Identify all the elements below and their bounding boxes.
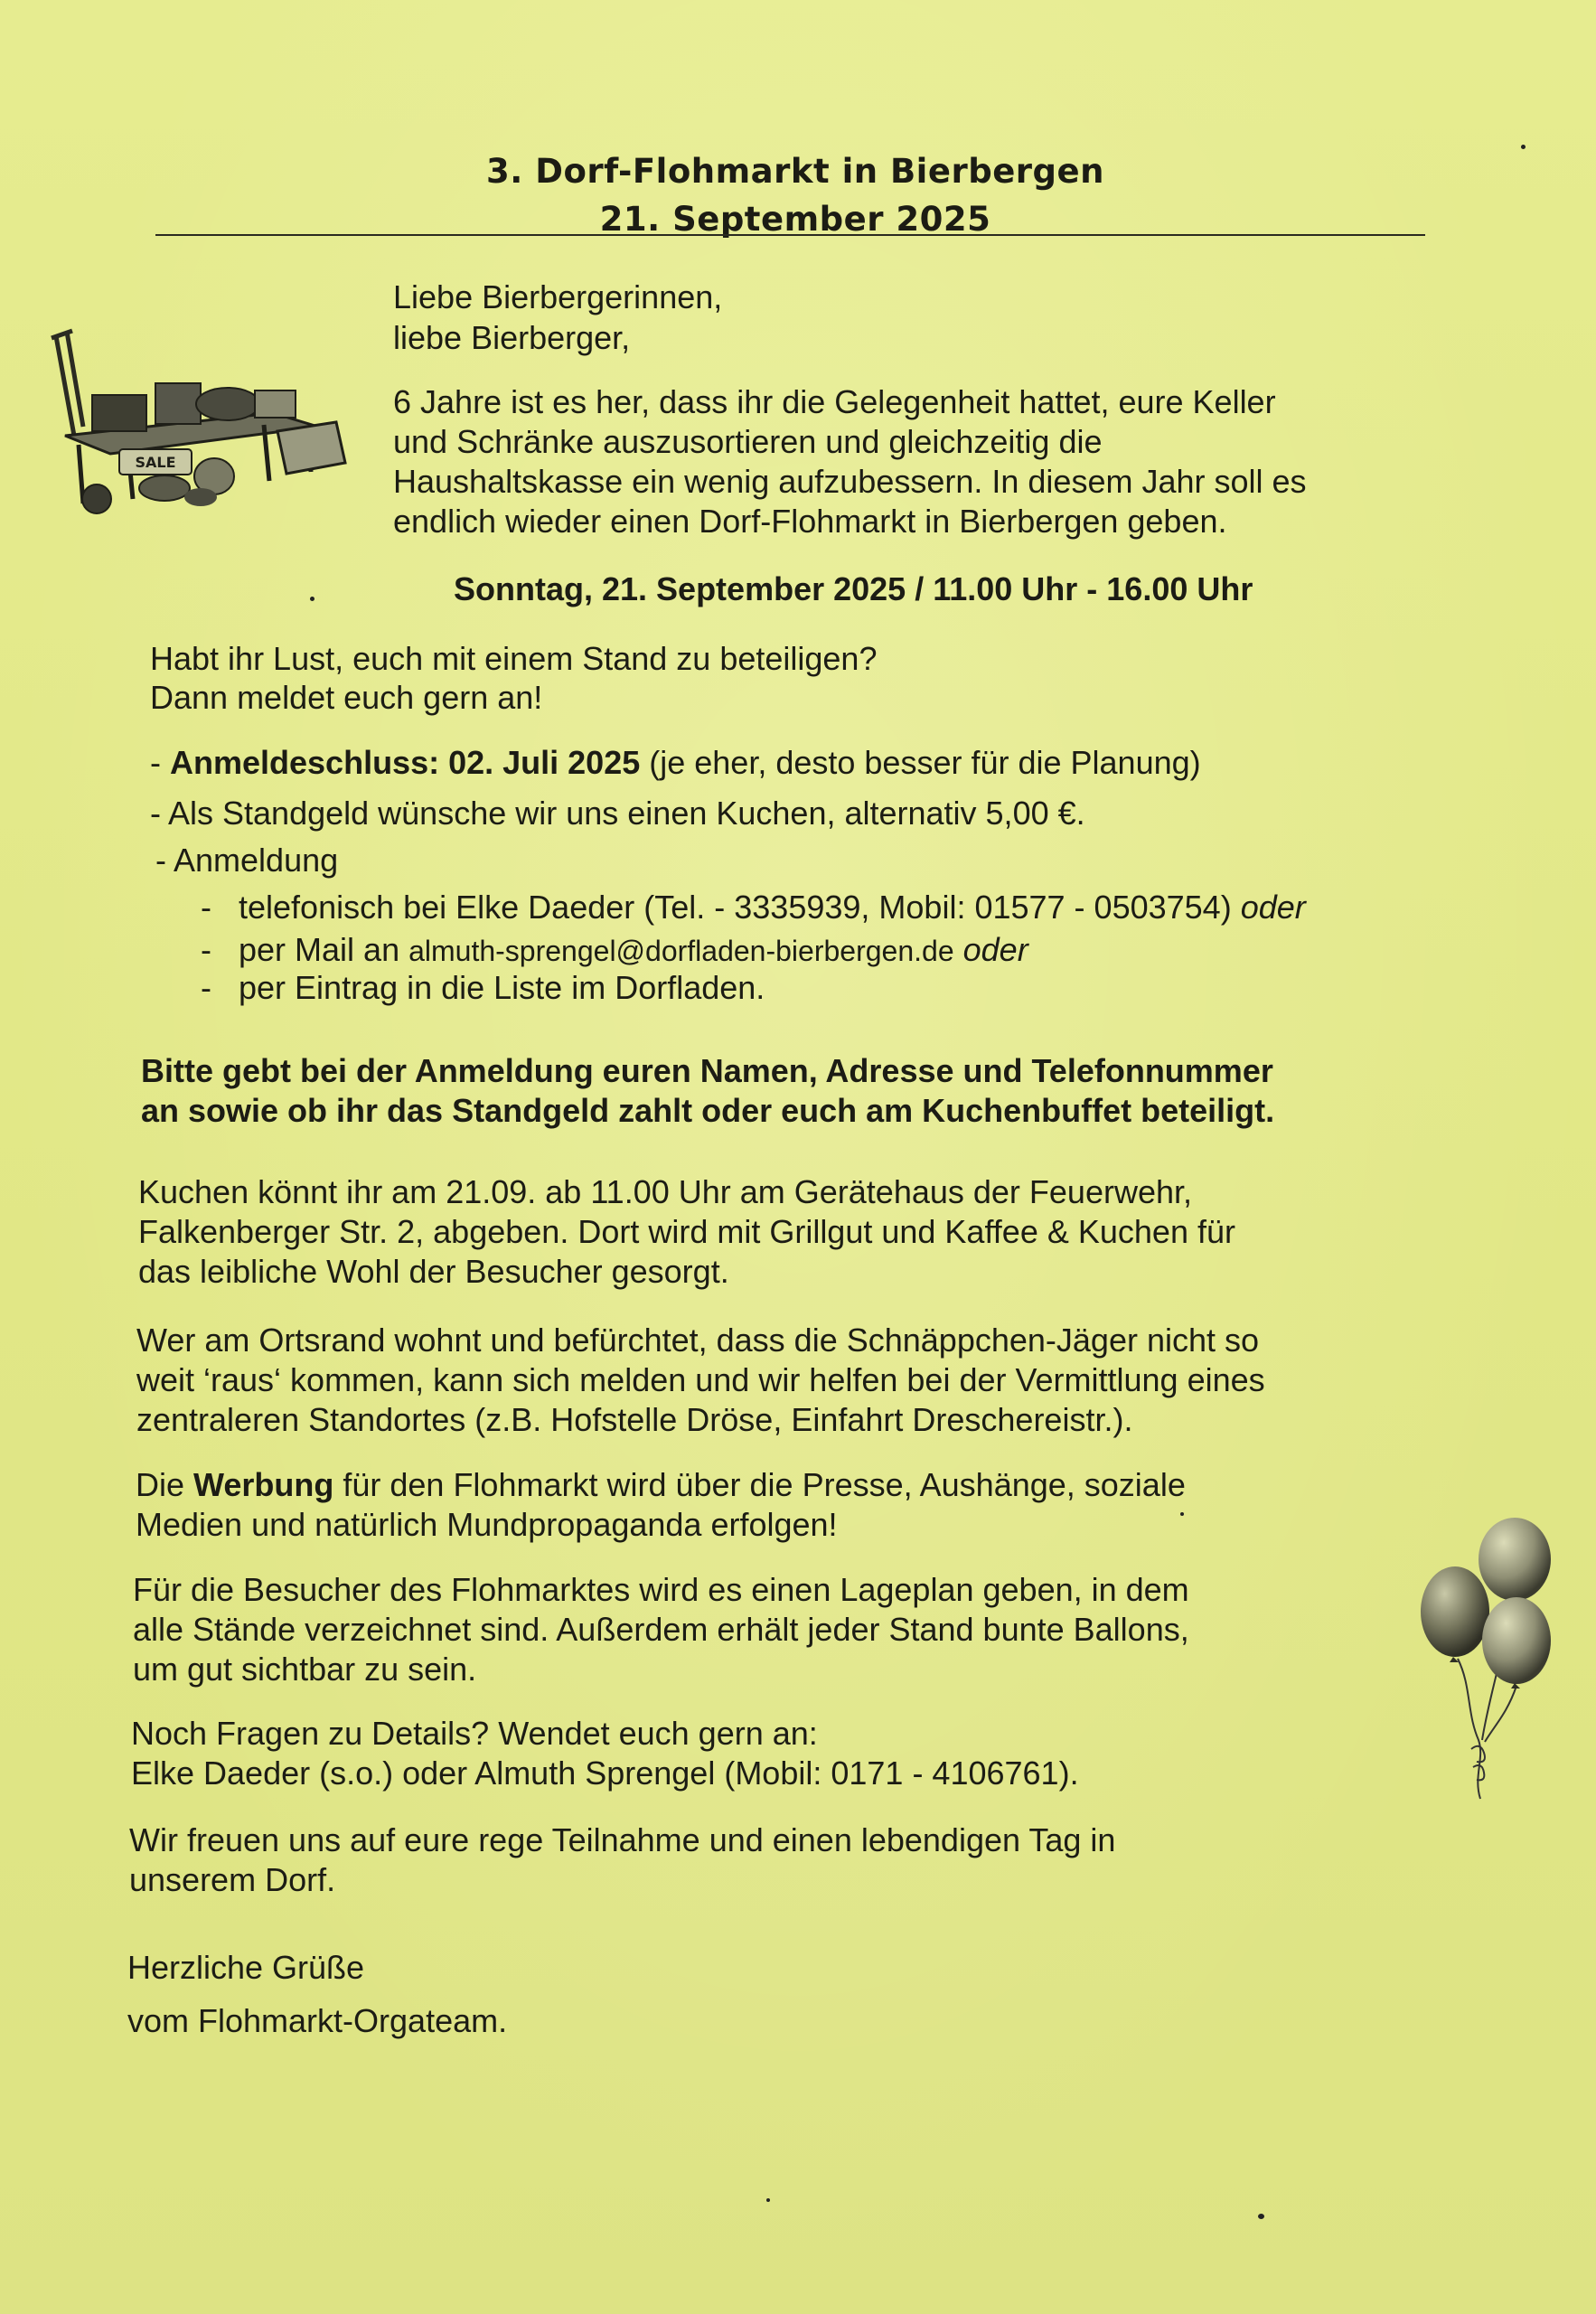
visitors-line-3: um gut sichtbar zu sein. [133, 1651, 477, 1688]
outskirts-line-3: zentraleren Standortes (z.B. Hofstelle Dröse, Einfahrt Dreschereistr.). [136, 1401, 1133, 1438]
email-address[interactable]: almuth-sprengel@dorfladen-bierbergen.de [408, 935, 954, 967]
paper-speck [766, 2198, 770, 2202]
fee-line: - Als Standgeld wünsche wir uns einen Kuchen, alternativ 5,00 €. [150, 795, 1085, 832]
visitors-line-2: alle Stände verzeichnet sind. Außerdem erhält jeder Stand bunte Ballons, [133, 1611, 1189, 1648]
title-underline [155, 234, 1425, 236]
title-line-1: 3. Dorf-Flohmarkt in Bierbergen [486, 152, 1104, 191]
option-suffix: oder [1240, 889, 1306, 926]
closing-line-2: unserem Dorf. [129, 1861, 336, 1898]
option-suffix: oder [962, 931, 1028, 968]
questions-line-2: Elke Daeder (s.o.) oder Almuth Sprengel (Mobil: 0171 - 4106761). [131, 1754, 1079, 1792]
deadline-line [150, 743, 1201, 783]
advertising-pre: Die [136, 1466, 194, 1503]
bullet-dash: - [201, 969, 239, 1006]
greeting-line-2: liebe Bierberger, [393, 319, 631, 356]
intro-line-3: Haushaltskasse ein wenig aufzubessern. In diesem Jahr soll es [393, 463, 1307, 500]
notice-line-2: an sowie ob ihr das Standgeld zahlt oder euch am Kuchenbuffet beteiligt. [141, 1092, 1275, 1129]
sale-label: SALE [135, 454, 176, 471]
signature-line-2: vom Flohmarkt-Orgateam. [127, 2002, 508, 2039]
option-text: telefonisch bei Elke Daeder (Tel. - 3335939, Mobil: 01577 - 0503754) [239, 889, 1241, 926]
registration-option-phone [201, 888, 1306, 927]
notice-line-1: Bitte gebt bei der Anmeldung euren Namen, Adresse und Telefonnummer [141, 1052, 1273, 1089]
registration-option-mail [201, 930, 1028, 971]
paper-speck [1258, 2214, 1264, 2219]
outskirts-line-1: Wer am Ortsrand wohnt und befürchtet, dass die Schnäppchen-Jäger nicht so [136, 1322, 1260, 1359]
paper-speck [1180, 1512, 1184, 1516]
questions-line-1: Noch Fragen zu Details? Wendet euch gern an: [131, 1715, 818, 1752]
intro-line-4: endlich wieder einen Dorf-Flohmarkt in Bierbergen geben. [393, 503, 1227, 540]
greeting-line-1: Liebe Bierbergerinnen, [393, 278, 723, 315]
deadline-bold: Anmeldeschluss: 02. Juli 2025 [170, 744, 641, 781]
signature-line-1: Herzliche Grüße [127, 1949, 365, 1986]
paper-speck [1521, 145, 1526, 149]
sale-table-icon [47, 327, 354, 522]
event-date: Sonntag, 21. September 2025 / 11.00 Uhr - 16.00 Uhr [454, 570, 1253, 607]
cake-line-1: Kuchen könnt ihr am 21.09. ab 11.00 Uhr am Gerätehaus der Feuerwehr, [138, 1173, 1193, 1210]
bullet-dash: - [201, 889, 239, 926]
option-text: per Mail an [239, 931, 409, 968]
advertising-bold: Werbung [193, 1466, 334, 1503]
advertising-line-2: Medien und natürlich Mundpropaganda erfolgen! [136, 1506, 838, 1543]
paper-speck [310, 597, 315, 601]
registration-option-shop [201, 968, 765, 1008]
cake-line-3: das leibliche Wohl der Besucher gesorgt. [138, 1253, 729, 1290]
deadline-rest: (je eher, desto besser für die Planung) [640, 744, 1201, 781]
registration-heading: - Anmeldung [155, 842, 339, 879]
deadline-prefix: - [150, 744, 170, 781]
title-line-2: 21. September 2025 [599, 200, 991, 239]
intro-line-1: 6 Jahre ist es her, dass ihr die Gelegenheit hattet, eure Keller [393, 383, 1276, 420]
invite-line-2: Dann meldet euch gern an! [150, 679, 543, 716]
balloons-icon [1417, 1505, 1571, 1803]
cake-line-2: Falkenberger Str. 2, abgeben. Dort wird mit Grillgut und Kaffee & Kuchen für [138, 1213, 1235, 1250]
closing-line-1: Wir freuen uns auf eure rege Teilnahme und einen lebendigen Tag in [129, 1821, 1116, 1858]
outskirts-line-2: weit ‘raus‘ kommen, kann sich melden und wir helfen bei der Vermittlung eines [136, 1361, 1265, 1398]
intro-line-2: und Schränke auszusortieren und gleichzeitig die [393, 423, 1103, 460]
advertising-line-1 [136, 1465, 1186, 1505]
bullet-dash: - [201, 931, 239, 968]
visitors-line-1: Für die Besucher des Flohmarktes wird es einen Lageplan geben, in dem [133, 1571, 1189, 1608]
option-text: per Eintrag in die Liste im Dorfladen. [239, 969, 765, 1006]
invite-line-1: Habt ihr Lust, euch mit einem Stand zu beteiligen? [150, 640, 878, 677]
advertising-post: für den Flohmarkt wird über die Presse, Aushänge, soziale [333, 1466, 1186, 1503]
